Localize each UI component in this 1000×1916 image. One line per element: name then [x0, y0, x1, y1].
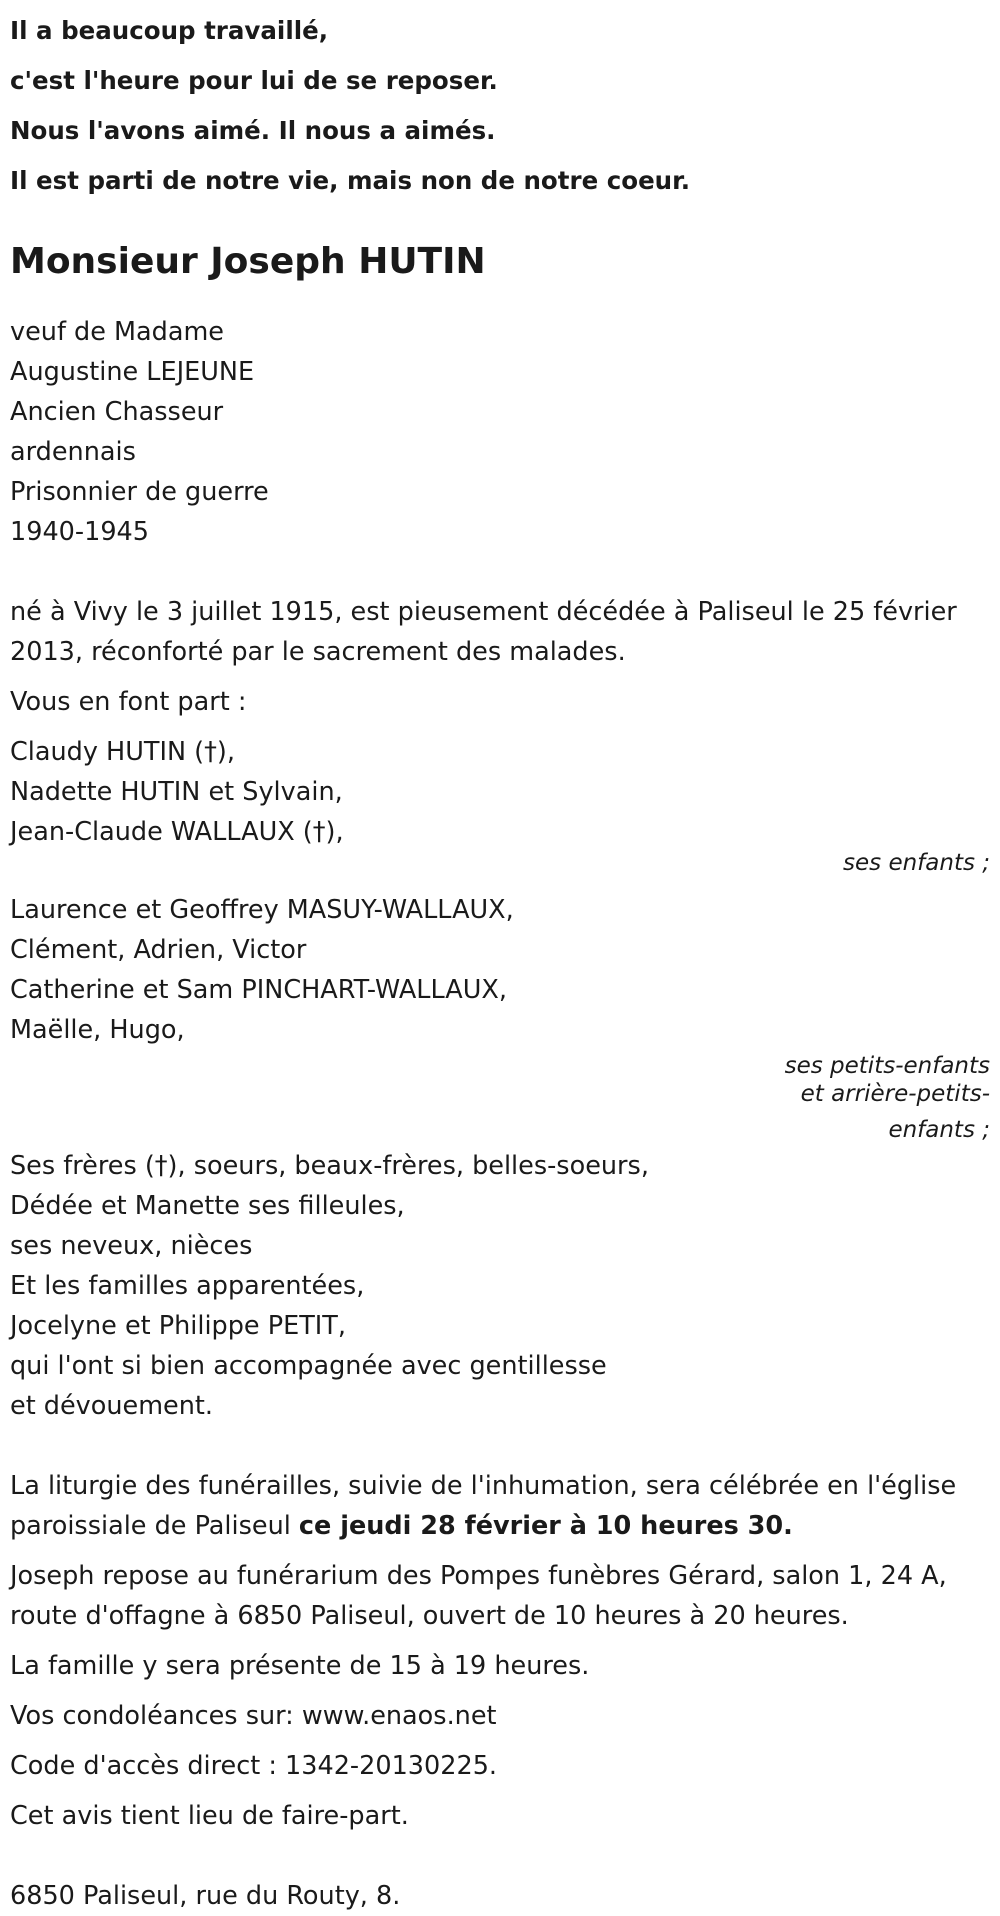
grandchildren-label-line: enfants ;: [888, 1117, 990, 1143]
condolences-line: Vos condoléances sur: www.enaos.net: [10, 1701, 497, 1731]
grandchildren-list: [10, 890, 990, 1050]
child-entry: Nadette HUTIN et Sylvain,: [10, 777, 343, 807]
grandchildren-label-line: ses petits-enfants: [784, 1053, 990, 1079]
funerarium-line: route d'offagne à 6850 Paliseul, ouvert de 10 heures à 20 heures.: [10, 1601, 849, 1631]
presence-line: La famille y sera présente de 15 à 19 heures.: [10, 1651, 590, 1681]
liturgy-date: ce jeudi 28 février à 10 heures 30.: [298, 1511, 793, 1541]
family-list: [10, 1146, 990, 1426]
birth-death-paragraph: [10, 592, 990, 672]
detail-line: veuf de Madame: [10, 317, 224, 347]
funerarium-paragraph: [10, 1556, 990, 1636]
grandchild-entry: Maëlle, Hugo,: [10, 1015, 185, 1045]
deceased-name: Monsieur Joseph HUTIN: [10, 241, 486, 282]
grandchildren-label-line: et arrière-petits-: [800, 1081, 990, 1107]
family-entry: qui l'ont si bien accompagnée avec gentillesse: [10, 1351, 607, 1381]
liturgy-line: [10, 1506, 990, 1546]
detail-line: Augustine LEJEUNE: [10, 357, 255, 387]
obituary-notice: [10, 0, 990, 1916]
detail-line: Prisonnier de guerre: [10, 477, 269, 507]
family-entry: et dévouement.: [10, 1391, 214, 1421]
address-line: 6850 Paliseul, rue du Routy, 8.: [10, 1881, 401, 1911]
liturgy-location: paroissiale de Paliseul: [10, 1511, 299, 1541]
child-entry: Claudy HUTIN (†),: [10, 737, 235, 767]
deceased-details: [10, 312, 990, 552]
children-list: [10, 732, 990, 852]
birth-death-line: né à Vivy le 3 juillet 1915, est pieusement décédée à Paliseul le 25 février: [10, 597, 957, 627]
birth-death-line: 2013, réconforté par le sacrement des malades.: [10, 637, 626, 667]
detail-line: Ancien Chasseur: [10, 397, 224, 427]
liturgy-line: La liturgie des funérailles, suivie de l'inhumation, sera célébrée en l'église: [10, 1471, 957, 1501]
family-entry: Ses frères (†), soeurs, beaux-frères, belles-soeurs,: [10, 1151, 649, 1181]
grandchild-entry: Clément, Adrien, Victor: [10, 935, 307, 965]
family-entry: Jocelyne et Philippe PETIT,: [10, 1311, 346, 1341]
announce-line: Vous en font part :: [10, 687, 247, 717]
grandchildren-label: [10, 1052, 990, 1144]
family-entry: Dédée et Manette ses filleules,: [10, 1191, 405, 1221]
liturgy-paragraph: [10, 1466, 990, 1546]
verse-block: [10, 0, 990, 206]
grandchild-entry: Catherine et Sam PINCHART-WALLAUX,: [10, 975, 507, 1005]
family-entry: Et les familles apparentées,: [10, 1271, 365, 1301]
verse-line: Nous l'avons aimé. Il nous a aimés.: [10, 116, 496, 145]
detail-line: ardennais: [10, 437, 136, 467]
funerarium-line: Joseph repose au funérarium des Pompes funèbres Gérard, salon 1, 24 A,: [10, 1561, 947, 1591]
verse-line: Il a beaucoup travaillé,: [10, 16, 329, 45]
family-entry: ses neveux, nièces: [10, 1231, 253, 1261]
access-code-line: Code d'accès direct : 1342-20130225.: [10, 1751, 498, 1781]
verse-line: Il est parti de notre vie, mais non de notre coeur.: [10, 166, 691, 195]
grandchild-entry: Laurence et Geoffrey MASUY-WALLAUX,: [10, 895, 514, 925]
children-label: ses enfants ;: [843, 850, 990, 876]
child-entry: Jean-Claude WALLAUX (†),: [10, 817, 344, 847]
notice-line: Cet avis tient lieu de faire-part.: [10, 1801, 409, 1831]
detail-line: 1940-1945: [10, 517, 149, 547]
verse-line: c'est l'heure pour lui de se reposer.: [10, 66, 498, 95]
